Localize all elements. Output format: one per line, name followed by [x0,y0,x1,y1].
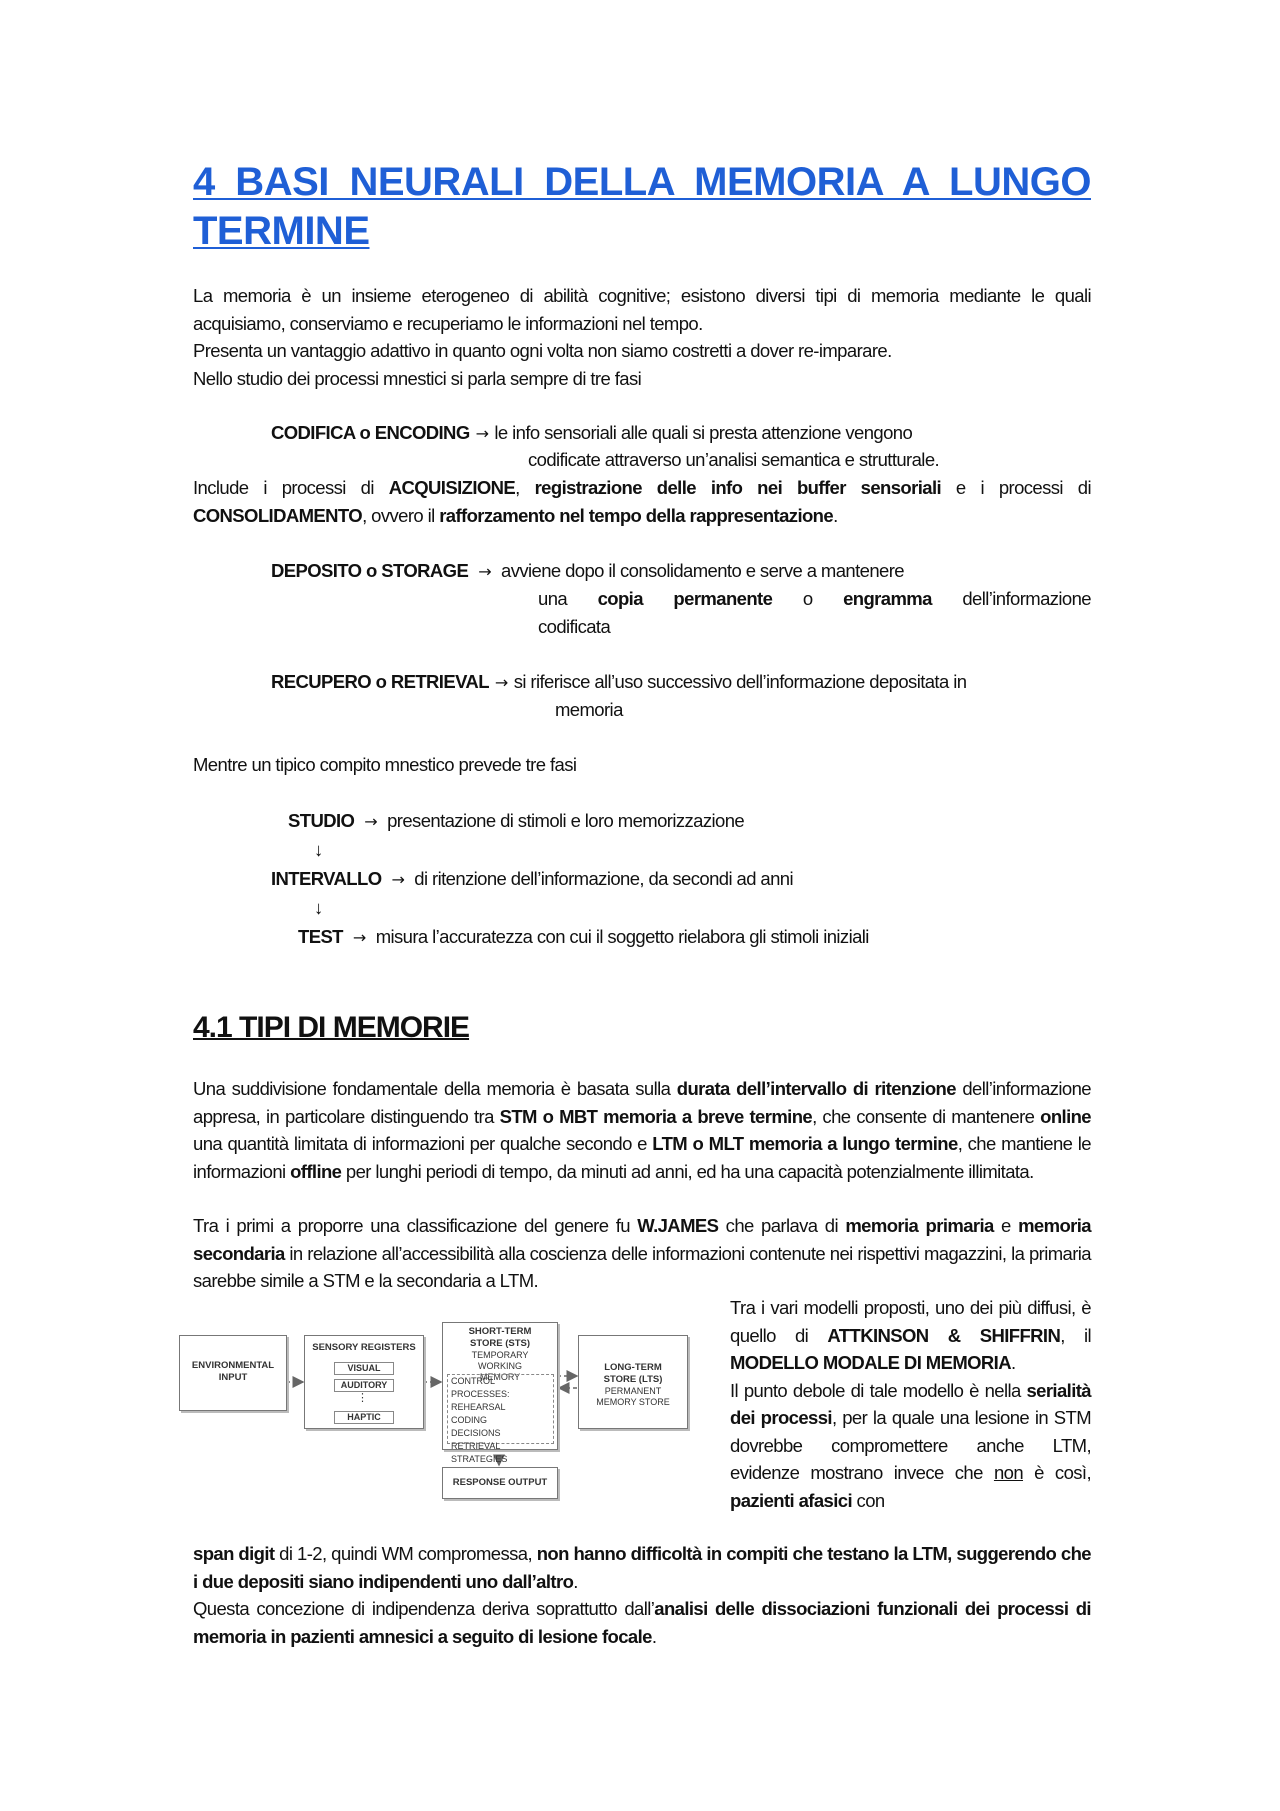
include-paragraph [193,474,1091,529]
environmental-input-box: ENVIRONMENTAL INPUT [179,1335,287,1411]
phase-term: RECUPERO o RETRIEVAL [271,671,489,692]
phase-definition: memoria [555,699,623,720]
arrow-right-icon: → [391,870,405,889]
task-test: TEST → misura l’accuratezza con cui il soggetto rielabora gli stimoli iniziali [298,926,869,947]
phase-deposito-cont: una copia permanente o engramma dell’informazione codificata [538,588,1091,637]
section-paragraph: Tra i primi a proporre una classificazione del genere fu W.JAMES che parlava di memoria primaria e memoria secondaria in relazione all’accessibilità alla coscienza delle informazioni contenute nei rispettivi magazzini, la primaria sarebbe simile a STM e la secondaria a LTM. [193,1215,1091,1291]
model-paragraph: Tra i vari modelli proposti, uno dei più diffusi, è quello di ATTKINSON & SHIFFRIN, il MODELLO MODALE DI MEMORIA. Il punto debole di tale modello è nella serialità dei processi, per la quale una lesione in STM dovrebbe compromettere anche LTM, evidenze mostrano invece che non è così, pazienti afasici con [730,1297,1092,1511]
phase-definition: avviene dopo il consolidamento e serve a mantenere [501,560,904,581]
long-term-store-box: LONG-TERM STORE (LTS) PERMANENT MEMORY STORE [578,1335,688,1429]
arrow-right-icon: → [478,562,492,581]
task-term: TEST [298,926,343,947]
arrow-down-icon: ↓ [314,839,323,860]
more-dots-icon: ⋮ [357,1392,368,1404]
intro-line: La memoria è un insieme eterogeneo di abilità cognitive; esistono diversi tipi di memoria mediante le quali [193,285,1091,306]
arrow-right-icon: → [364,812,378,831]
task-intro: Mentre un tipico compito mnestico prevede tre fasi [193,754,577,775]
intro-line: Presenta un vantaggio adattivo in quanto ogni volta non siamo costretti a dover re-imparare. [193,340,892,361]
section-paragraph: span digit di 1-2, quindi WM compromessa, non hanno difficoltà in compiti che testano la LTM, suggerendo che i due depositi siano indipendenti uno dall’altro. [193,1543,1091,1592]
arrow-right-icon: → [352,928,366,947]
phase-definition: codificate attraverso un’analisi semantica e strutturale. [528,449,940,470]
section-heading: 4.1 TIPI DI MEMORIE [193,1011,470,1044]
visual-register: VISUAL [334,1362,394,1375]
intro-paragraph [193,282,1091,392]
control-processes-box: CONTROL PROCESSES: REHEARSAL CODING DECISIONS RETRIEVAL STRATEGIES [447,1374,554,1444]
phase-recupero [271,668,966,697]
section-paragraph: Una suddivisione fondamentale della memoria è basata sulla durata dell’intervallo di ritenzione dell’informazione appresa, in particolare distinguendo tra STM o MBT memoria a breve termine, che consente di mantenere online una quantità limitata di informazioni per qualche secondo e LTM o MLT memoria a lungo termine, che mantiene le informazioni offline per lunghi periodi di tempo, da minuti ad anni, ed ha una capacità potenzialmente illimitata. [193,1078,1091,1182]
task-term: STUDIO [288,810,355,831]
task-studio: STUDIO → presentazione di stimoli e loro memorizzazione [288,810,745,831]
intro-line: Nello studio dei processi mnestici si parla sempre di tre fasi [193,367,642,389]
phase-definition: le info sensoriali alle quali si presta attenzione vengono [494,422,913,443]
response-output-box: RESPONSE OUTPUT [442,1467,558,1499]
intro-line: acquisiamo, conserviamo e recuperiamo le informazioni nel tempo. [193,312,703,334]
phase-codifica-cont [528,446,939,474]
phase-term: CODIFICA o ENCODING [271,422,470,443]
phase-term: DEPOSITO o STORAGE [271,560,469,581]
phase-recupero-cont [555,696,623,724]
arrow-right-icon: → [494,673,508,692]
arrow-right-icon: → [475,424,489,443]
chapter-heading: 4 BASI NEURALI DELLA MEMORIA A LUNGO TERMINE [193,160,1091,253]
modal-model-diagram [179,1322,729,1512]
short-term-store-box: SHORT-TERM STORE (STS) TEMPORARY WORKING MEMORY CONTROL PROCESSES: REHEARSAL CODING DECISIONS RETRIEVAL STRATEGIES [442,1322,558,1450]
auditory-register: AUDITORY [334,1379,394,1392]
task-term: INTERVALLO [271,868,382,889]
include-line: Include i processi di ACQUISIZIONE, registrazione delle info nei buffer sensoriali e i processi di [193,477,1091,498]
phase-codifica [271,419,912,448]
haptic-register: HAPTIC [334,1411,394,1424]
arrow-down-icon: ↓ [314,897,323,918]
phase-deposito [271,557,904,586]
sensory-registers-box: SENSORY REGISTERS VISUAL AUDITORY ⋮ HAPTIC [304,1335,424,1429]
phase-definition: si riferisce all’uso successivo dell’informazione depositata in [513,671,967,692]
task-intervallo: INTERVALLO → di ritenzione dell’informazione, da secondi ad anni [271,868,794,889]
include-line: CONSOLIDAMENTO, ovvero il rafforzamento nel tempo della rappresentazione. [193,504,838,526]
section-paragraph: Questa concezione di indipendenza deriva soprattutto dall’analisi delle dissociazioni funzionali dei processi di memoria in pazienti amnesici a seguito di lesione focale. [193,1598,1091,1647]
